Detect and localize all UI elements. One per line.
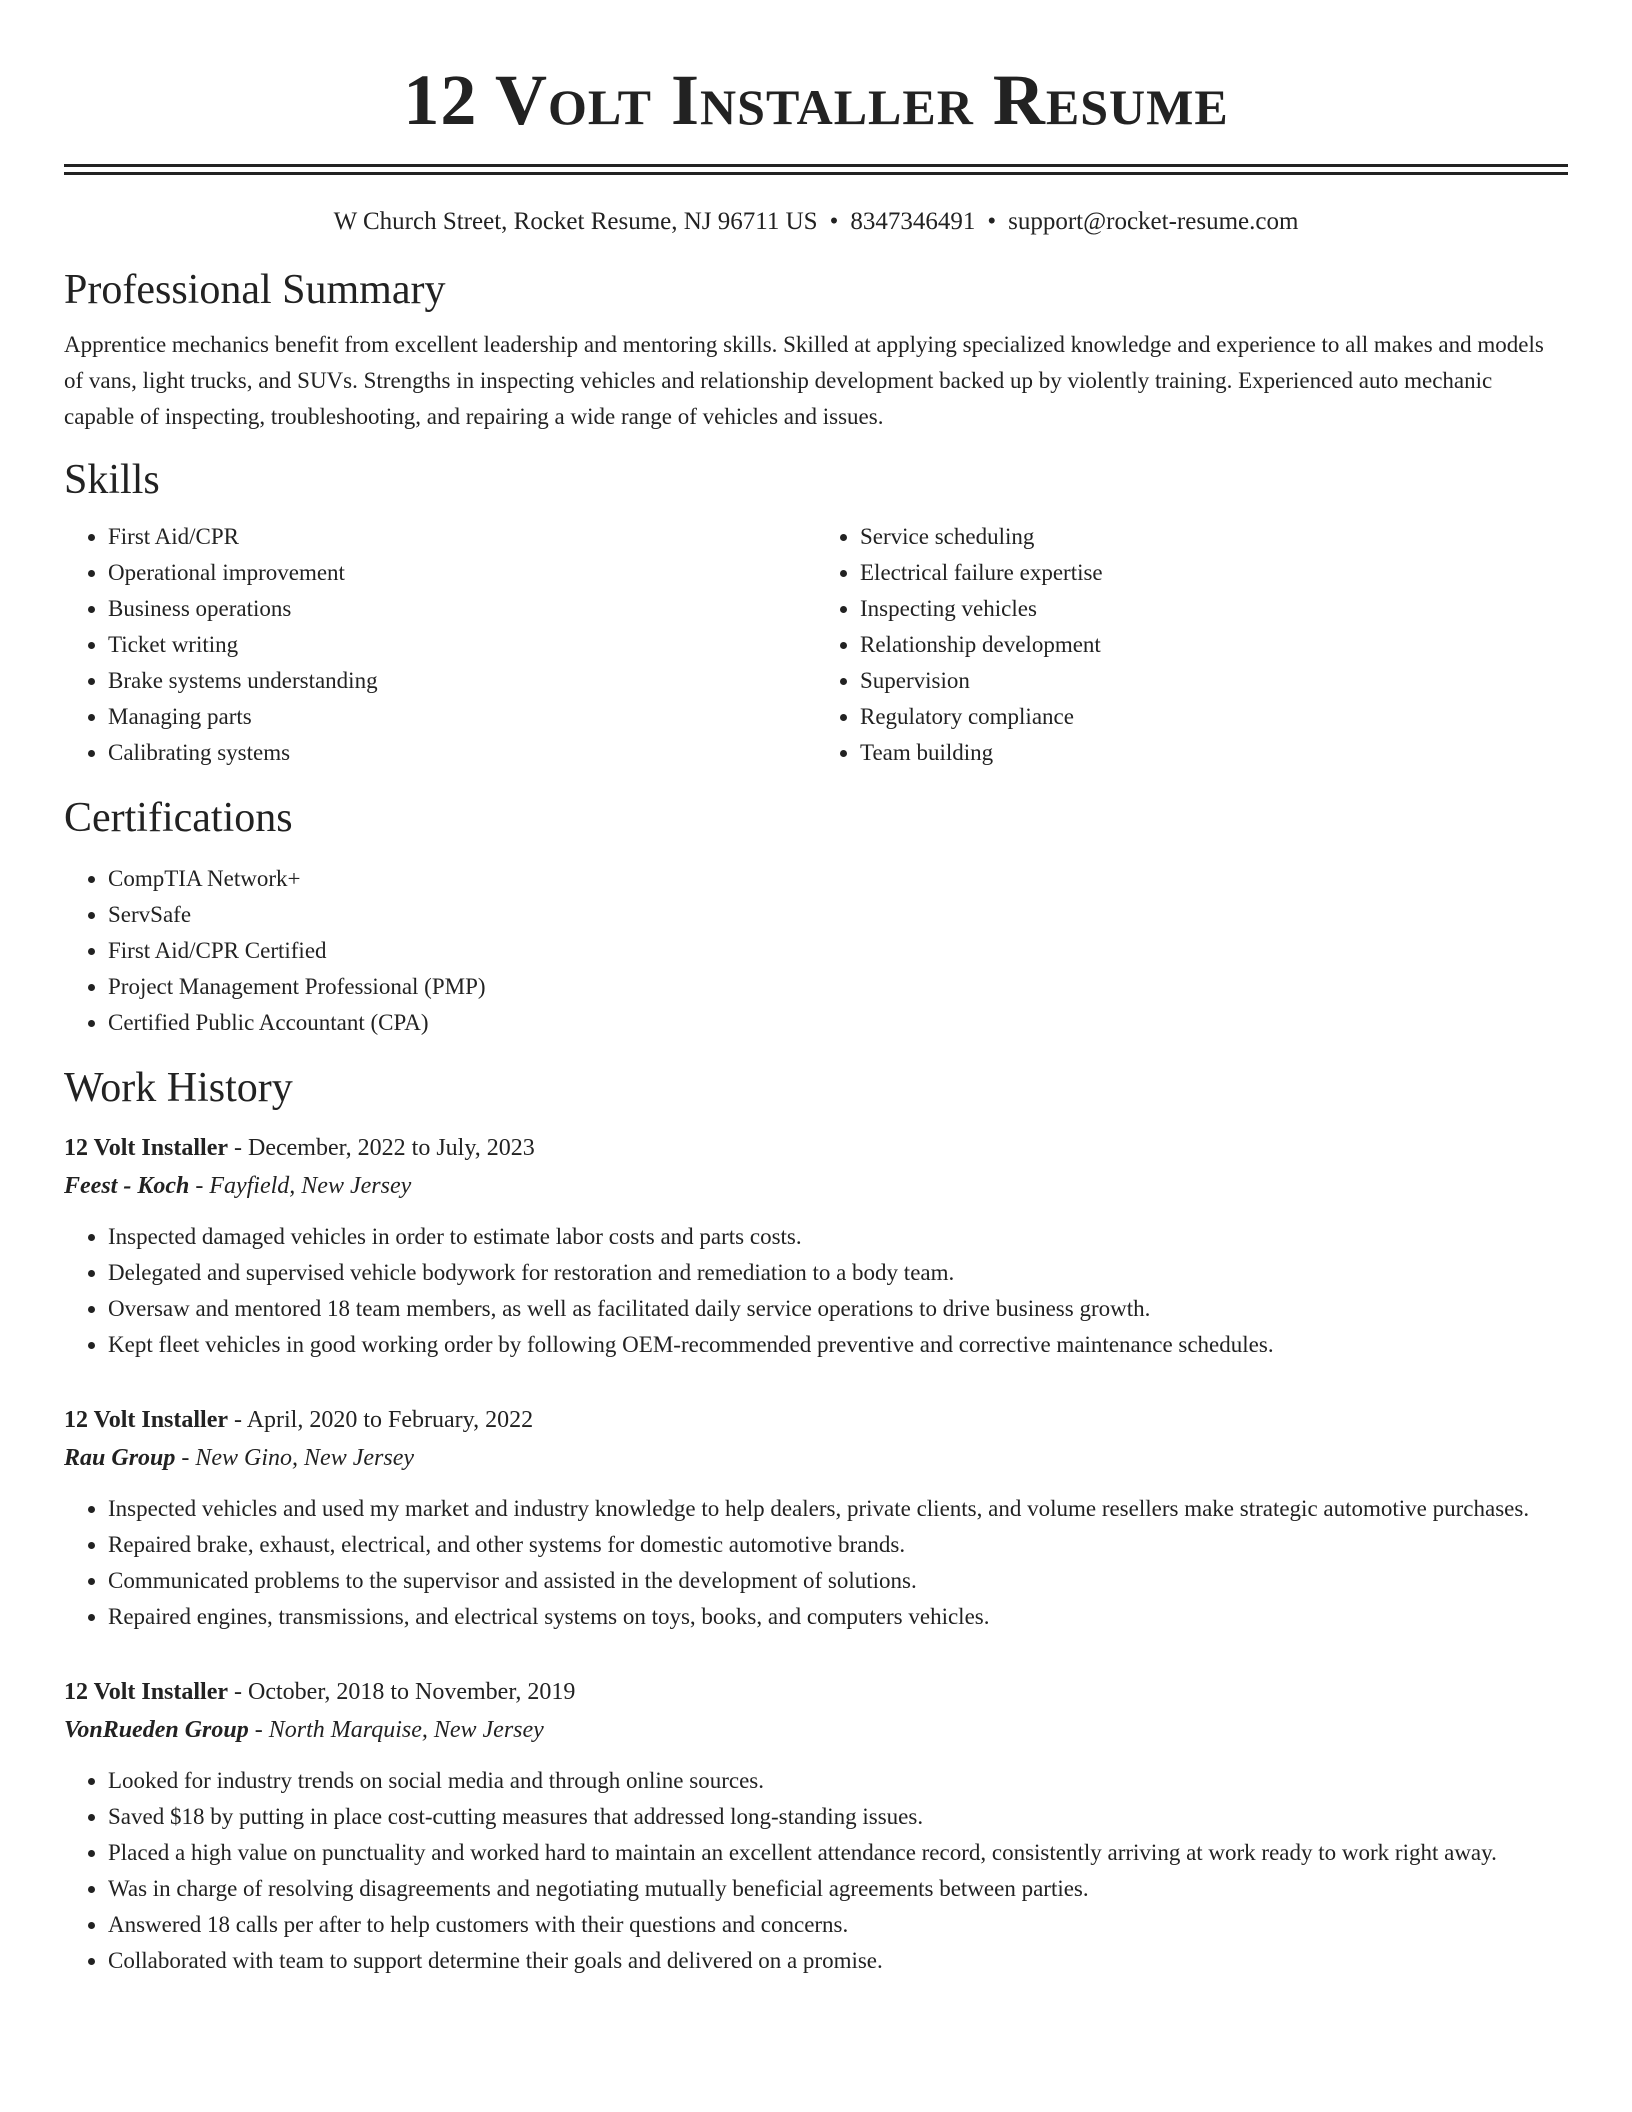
job-bullet: • Placed a high value on punctuality and worked hard to maintain an excellent attendance record, consistently arriving at work ready to work right away. [108,1835,1568,1871]
list-item: • Service scheduling [860,519,1568,555]
list-item: • Inspecting vehicles [860,591,1568,627]
job-role: 12 Volt Installer [64,1679,229,1705]
list-item: • Ticket writing [108,627,816,663]
summary-text: Apprentice mechanics benefit from excellent leadership and mentoring skills. Skilled at applying specialized knowledge and experience to all makes and models of vans, light trucks, and SUVs. Strengths in inspecting vehicles and relationship development backed up by violently training. Experienced auto mechanic capable of inspecting, troubleshooting, and repairing a wide range of vehicles and issues. [64,332,1544,429]
job-title-line [64,1673,1568,1711]
job-dates-separator: - [228,1135,249,1161]
title-rule-bottom [64,172,1568,175]
list-item: • First Aid/CPR Certified [108,933,1568,969]
job-bullets [64,1491,1568,1635]
job-location: New Gino, New Jersey [195,1445,414,1471]
work-history-heading: Work History [64,1065,293,1111]
list-item: • ServSafe [108,897,1568,933]
skills-list-right [816,519,1568,771]
job-dates: October, 2018 to November, 2019 [248,1679,576,1705]
job-bullet: • Kept fleet vehicles in good working order by following OEM-recommended preventive and corrective maintenance schedules. [108,1327,1568,1363]
job-location: Fayfield, New Jersey [209,1173,412,1199]
job-bullet: • Inspected vehicles and used my market and industry knowledge to help dealers, private clients, and volume resellers make strategic automotive purchases. [108,1491,1568,1527]
resume-page [64,0,1568,1979]
certifications-heading: Certifications [64,795,293,841]
work-history-list [64,1129,1568,1979]
job-location: North Marquise, New Jersey [268,1717,544,1743]
job-dates-separator: - [228,1679,249,1705]
list-item: • Electrical failure expertise [860,555,1568,591]
list-item: • Managing parts [108,699,816,735]
job-dates: April, 2020 to February, 2022 [246,1407,534,1433]
job-bullet: • Answered 18 calls per after to help customers with their questions and concerns. [108,1907,1568,1943]
job-bullet: • Saved $18 by putting in place cost-cutting measures that addressed long-standing issues. [108,1799,1568,1835]
list-item: • Operational improvement [108,555,816,591]
job-location-separator: - [248,1717,269,1743]
list-item: • Brake systems understanding [108,663,816,699]
job-title-line [64,1129,1568,1167]
job-company-line [64,1439,1568,1477]
certifications-list [64,861,1568,1041]
job-entry [64,1401,1568,1635]
job-bullet: • Looked for industry trends on social media and through online sources. [108,1763,1568,1799]
contact-separator: • [829,208,839,235]
list-item: • Calibrating systems [108,735,816,771]
job-location-separator: - [175,1445,196,1471]
contact-line [64,207,1568,237]
job-bullet: • Inspected damaged vehicles in order to estimate labor costs and parts costs. [108,1219,1568,1255]
job-bullet: • Communicated problems to the supervisor and assisted in the development of solutions. [108,1563,1568,1599]
contact-phone: 8347346491 [850,208,976,235]
summary-heading: Professional Summary [64,267,446,313]
job-bullets [64,1763,1568,1979]
list-item: • Project Management Professional (PMP) [108,969,1568,1005]
job-company-line [64,1167,1568,1205]
list-item: • First Aid/CPR [108,519,816,555]
list-item: • Certified Public Accountant (CPA) [108,1005,1568,1041]
title-rule-top [64,164,1568,167]
job-entry [64,1129,1568,1363]
list-item: • Regulatory compliance [860,699,1568,735]
job-dates-separator: - [228,1407,247,1433]
skills-list-left [64,519,816,771]
job-company: Feest - Koch [64,1173,190,1199]
job-role: 12 Volt Installer [64,1407,229,1433]
job-role: 12 Volt Installer [64,1135,229,1161]
job-title-line [64,1401,1568,1439]
contact-separator: • [987,208,997,235]
job-dates: December, 2022 to July, 2023 [248,1135,535,1161]
job-bullet: • Repaired engines, transmissions, and electrical systems on toys, books, and computers vehicles. [108,1599,1568,1635]
job-bullets [64,1219,1568,1363]
list-item: • CompTIA Network+ [108,861,1568,897]
job-company-line [64,1711,1568,1749]
job-entry [64,1673,1568,1979]
skills-heading: Skills [64,457,160,503]
list-item: • Team building [860,735,1568,771]
job-bullet: • Repaired brake, exhaust, electrical, and other systems for domestic automotive brands. [108,1527,1568,1563]
list-item: • Relationship development [860,627,1568,663]
contact-address: W Church Street, Rocket Resume, NJ 96711 US [333,208,818,235]
list-item: • Business operations [108,591,816,627]
job-bullet: • Delegated and supervised vehicle bodywork for restoration and remediation to a body team. [108,1255,1568,1291]
list-item: • Supervision [860,663,1568,699]
job-bullet: • Collaborated with team to support determine their goals and delivered on a promise. [108,1943,1568,1979]
job-company: Rau Group [64,1445,176,1471]
job-location-separator: - [189,1173,210,1199]
job-company: VonRueden Group [64,1717,249,1743]
page-title: 12 Volt Installer Resume [403,60,1229,140]
skills-columns [64,519,1568,771]
contact-email: support@rocket-resume.com [1008,208,1299,235]
job-bullet: • Was in charge of resolving disagreements and negotiating mutually beneficial agreements between parties. [108,1871,1568,1907]
job-bullet: • Oversaw and mentored 18 team members, as well as facilitated daily service operations to drive business growth. [108,1291,1568,1327]
